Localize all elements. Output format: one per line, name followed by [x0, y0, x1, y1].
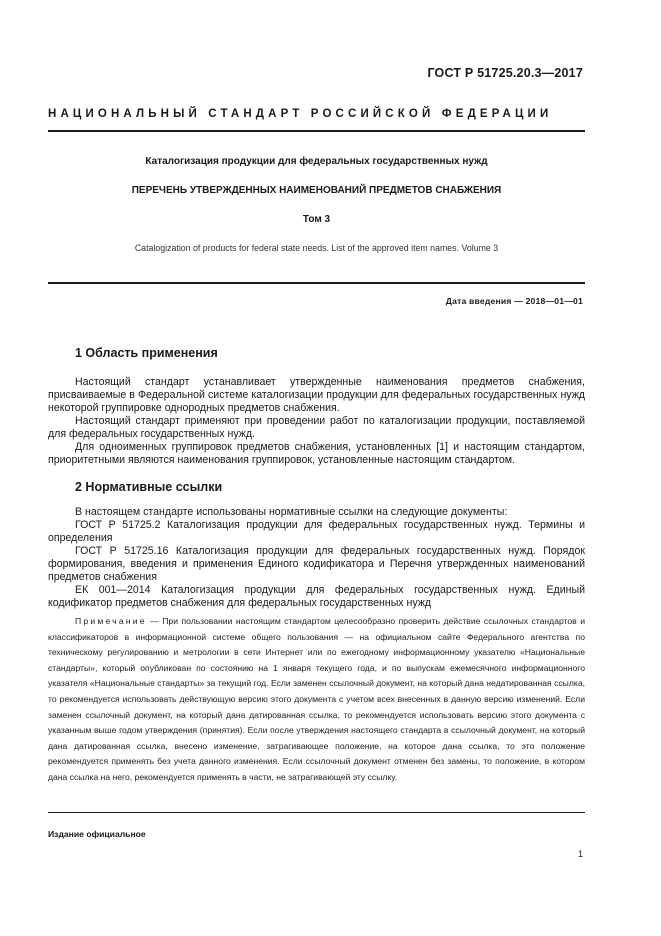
- normative-reference: ЕК 001—2014 Каталогизация продукции для федеральных государственных нужд. Единый кодификатор предметов снабжения для федеральных государственных нужд: [48, 584, 585, 609]
- section-1-paragraph: Настоящий стандарт применяют при проведении работ по каталогизации продукции, поставляемой для федеральных государственных нужд.: [48, 415, 585, 440]
- section-1-paragraph: Настоящий стандарт устанавливает утвержденные наименования предметов снабжения, присваиваемые в Федеральной системе каталогизации продукции для федеральных государственных нужд некоторой группировке однородных предметов снабжения.: [48, 376, 585, 414]
- page-number: 1: [577, 849, 583, 859]
- document-subtitle: Каталогизация продукции для федеральных государственных нужд: [145, 156, 488, 167]
- title-block-rule: [48, 282, 585, 284]
- section-1-heading: 1 Область применения: [75, 346, 218, 360]
- english-title: Catalogization of products for federal state needs. List of the approved item names. Volume 3: [134, 243, 499, 253]
- normative-reference: ГОСТ Р 51725.2 Каталогизация продукции для федеральных государственных нужд. Термины и определения: [48, 519, 585, 544]
- header-rule: [48, 130, 585, 132]
- document-main-title: ПЕРЕЧЕНЬ УТВЕРЖДЕННЫХ НАИМЕНОВАНИЙ ПРЕДМЕТОВ СНАБЖЕНИЯ: [131, 185, 502, 196]
- standard-title: НАЦИОНАЛЬНЫЙ СТАНДАРТ РОССИЙСКОЙ ФЕДЕРАЦИИ: [48, 108, 553, 120]
- document-volume: Том 3: [302, 214, 331, 225]
- section-2-paragraph: В настоящем стандарте использованы нормативные ссылки на следующие документы:: [75, 506, 508, 518]
- normative-reference: ГОСТ Р 51725.16 Каталогизация продукции для федеральных государственных нужд. Порядок формирования, введения и применения Единого кодификатора и Перечня утвержденных наименований предметов снабжения: [48, 545, 585, 583]
- section-2-heading: 2 Нормативные ссылки: [75, 480, 223, 494]
- section-1-paragraph: Для одноименных группировок предметов снабжения, установленных [1] и настоящим стандартом, приоритетными являются наименования группировок, установленные настоящим стандартом.: [48, 441, 585, 466]
- intro-date: Дата введения — 2018—01—01: [445, 296, 583, 306]
- note-label: Примечание: [75, 616, 147, 626]
- note-paragraph: [48, 614, 585, 786]
- footer-rule: [48, 812, 585, 813]
- document-code: ГОСТ Р 51725.20.3—2017: [427, 66, 583, 80]
- edition-label: Издание официальное: [48, 829, 146, 839]
- note-text: — При пользовании настоящим стандартом целесообразно проверить действие ссылочных стандартов и классификаторов в информационной системе общего пользования — на официальном сайте Федерального агентства по техническому регулированию и метрологии в сети Интернет или по ежегодному информационному указателю «Национальные стандарты», который опубликован по состоянию на 1 января текущего года, и по выпускам ежемесячного информационного указателя «Национальные стандарты» за текущий год. Если заменен ссылочный документ, на который дана недатированная ссылка, то рекомендуется использовать действующую версию этого документа с учетом всех внесенных в данную версию изменений. Если заменен ссылочный документ, на который дана датированная ссылка, то рекомендуется использовать версию этого документа с указанным выше годом утверждения (принятия). Если после утверждения настоящего стандарта в ссылочный документ, на который дана датированная ссылка, внесено изменение, затрагивающее положение, на которое дана ссылка, то это положение рекомендуется применять без учета данного изменения. Если ссылочный документ отменен без замены, то положение, в котором дана ссылка на него, рекомендуется применять в части, не затрагивающей эту ссылку.: [48, 616, 585, 782]
